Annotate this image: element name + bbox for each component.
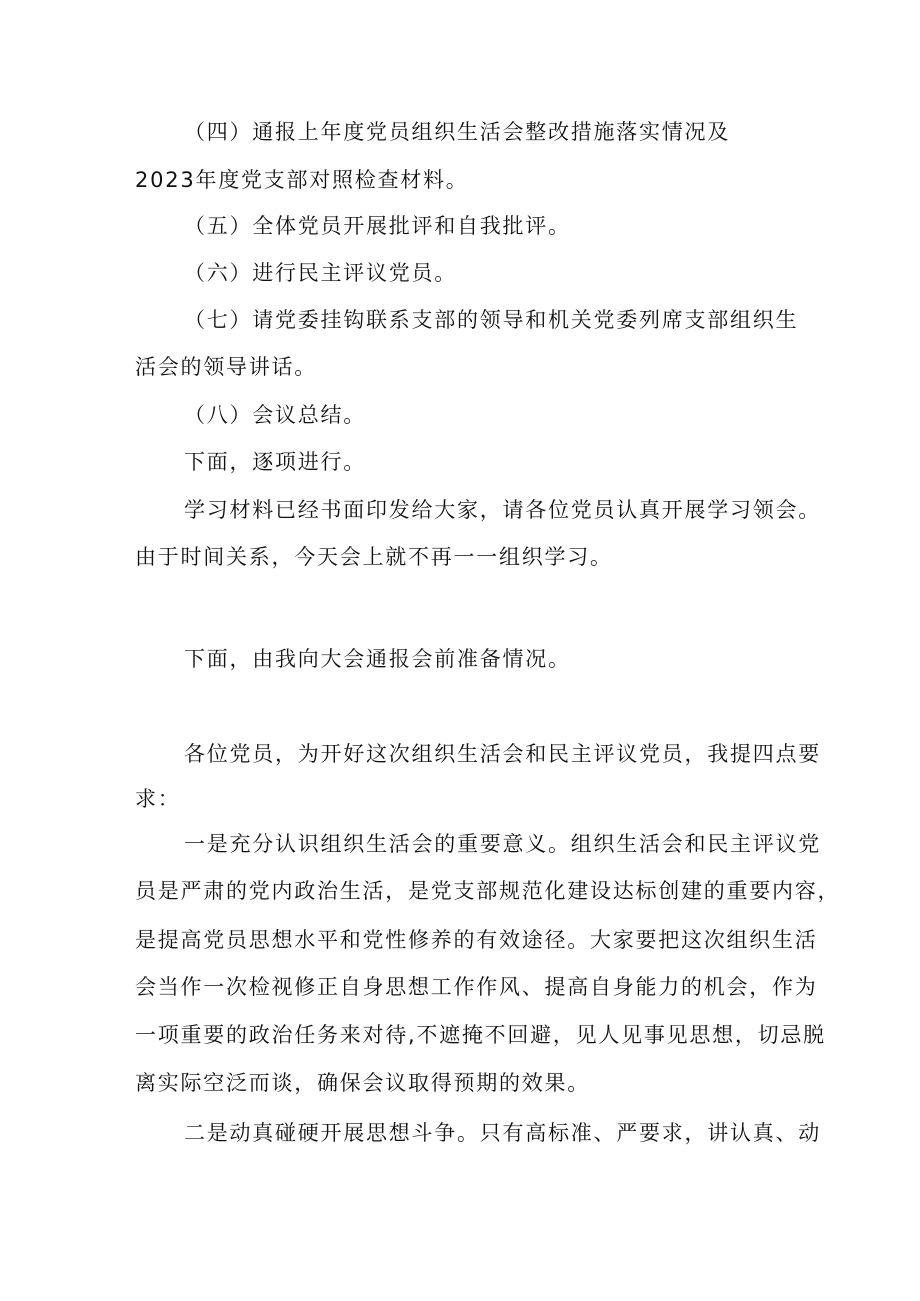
text-line: 各位党员，为开好这次组织生活会和民主评议党员，我提四点要 xyxy=(184,742,821,766)
text-line: 一是充分认识组织生活会的重要意义。组织生活会和民主评议党 xyxy=(184,832,821,856)
text-line: （六）进行民主评议党员。 xyxy=(184,261,457,285)
text-line: 由于时间关系，今天会上就不再一一组织学习。 xyxy=(135,545,613,569)
text-line: （五）全体党员开展批评和自我批评。 xyxy=(184,214,571,238)
text-line: （八）会议总结。 xyxy=(184,403,366,427)
text-line: 活会的领导讲话。 xyxy=(135,355,317,379)
text-line: 员是严肃的党内政治生活，是党支部规范化建设达标创建的重要内容， xyxy=(135,879,841,903)
text-line: 求： xyxy=(135,787,181,811)
text-line: 一项重要的政治任务来对待,不遮掩不回避，见人见事见思想，切忌脱 xyxy=(135,1023,826,1047)
text-line: 下面，由我向大会通报会前准备情况。 xyxy=(184,647,571,671)
text-line: 离实际空泛而谈，确保会议取得预期的效果。 xyxy=(135,1071,590,1095)
text-line: 是提高党员思想水平和党性修养的有效途径。大家要把这次组织生活 xyxy=(135,928,818,952)
text-line: 会当作一次检视修正自身思想工作作风、提高自身能力的机会，作为 xyxy=(135,975,818,999)
text-line: 二是动真碰硬开展思想斗争。只有高标准、严要求，讲认真、动 xyxy=(184,1121,821,1145)
text-line: 学习材料已经书面印发给大家，请各位党员认真开展学习领会。 xyxy=(184,498,821,522)
text-line: （四）通报上年度党员组织生活会整改措施落实情况及 xyxy=(184,120,730,144)
text-line: 2023年度党支部对照检查材料。 xyxy=(135,168,469,192)
text-line: 下面，逐项进行。 xyxy=(184,450,366,474)
text-line: （七）请党委挂钩联系支部的领导和机关党委列席支部组织生 xyxy=(184,308,799,332)
